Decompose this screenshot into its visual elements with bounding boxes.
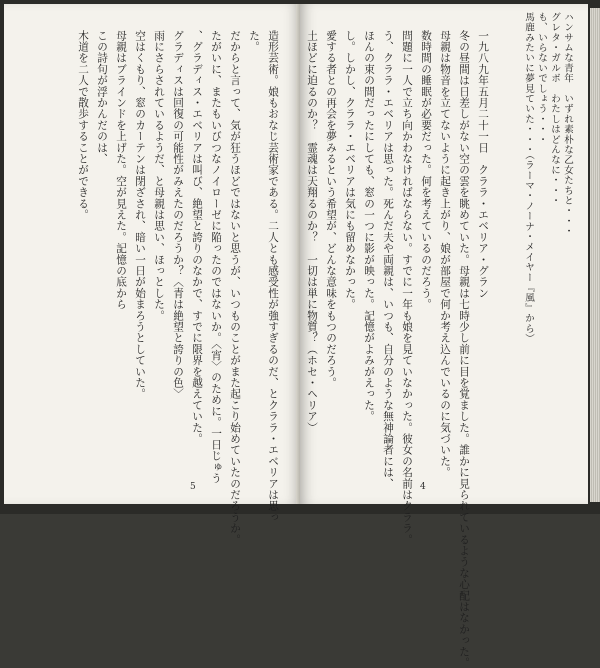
right-page-body-text: 一九八九年五月二十一日 クララ・エベリア・グラン 冬の昼間は日差しがない空の雲を眺めていた。母親は七時少し前に目を覚ました。誰かに見られているような心配はなかった。 母親は物音を立てないように起き上がり、娘が部屋で何か考え込んでいるのに気づいた。 数時間の睡眠が必要だった。何を考えているのだろう。 問題に一人で立ち向かわなければならない。すでに一年も娘を見ていなかった。彼女の名前はクララ。 う、クララ・エベリアは思った。死んだ夫や両親は、いつも、自分のような無神論者には、 ほんの束の間だったにしても、窓の一つに影が映った。記憶がよみがえった。 し。しかし、クララ・エベリアは気にも留めなかった。 愛する者との再会を夢みるという希望が、どんな意味をもつのだろう。 土ほどに迫るのか？ 霊魂は天翔るのか？ 一切は単に物質？（ホセ・ヘリア） [306, 30, 489, 668]
right-page-number: 4 [420, 482, 426, 492]
page-edges [590, 8, 600, 502]
left-page-number: 5 [190, 482, 196, 492]
right-page [300, 4, 588, 668]
left-page-body-text: 造形芸術。娘もおなじ芸術家である。二人とも感受性が強すぎるのだ、とクララ・エベリアは思っ た。 だからと言って、気が狂うほどではないと思うが、いつものことがまた起こり始めていたのだろうか。 たがいに、またもいびつなノイローゼに陥ったのではないか。〈宵〉のために。一日じゅう 、グラディス・エベリアは叫び、絶望と誇りのなかで、すでに限界を越えていた。 グラディスは回復の可能性がみえたのだろうか？〈青は絶望と誇りの色〉 雨にさらされているようだ、と母親は思い、ほっとした。 空はくもり、窓のカーテンは閉ざされ、暗い一日が始まろうとしていた。 母親はブラインドを上げた。空が見えた。記憶の底から この詩句が浮かんだのは、 木道を二人で散歩することができる。 [77, 30, 279, 546]
left-page [4, 4, 300, 546]
right-page-epigraph: ハンサムな青年 いずれ素朴な乙女たちと・・・ グレタ・ガルボ わたしはどんなに・・・ も、いらないでしょう・・・ 馬鹿みたいに夢見ていた・・・（ラーマ・ノーナ・メイヤー『風』から） [523, 12, 573, 344]
